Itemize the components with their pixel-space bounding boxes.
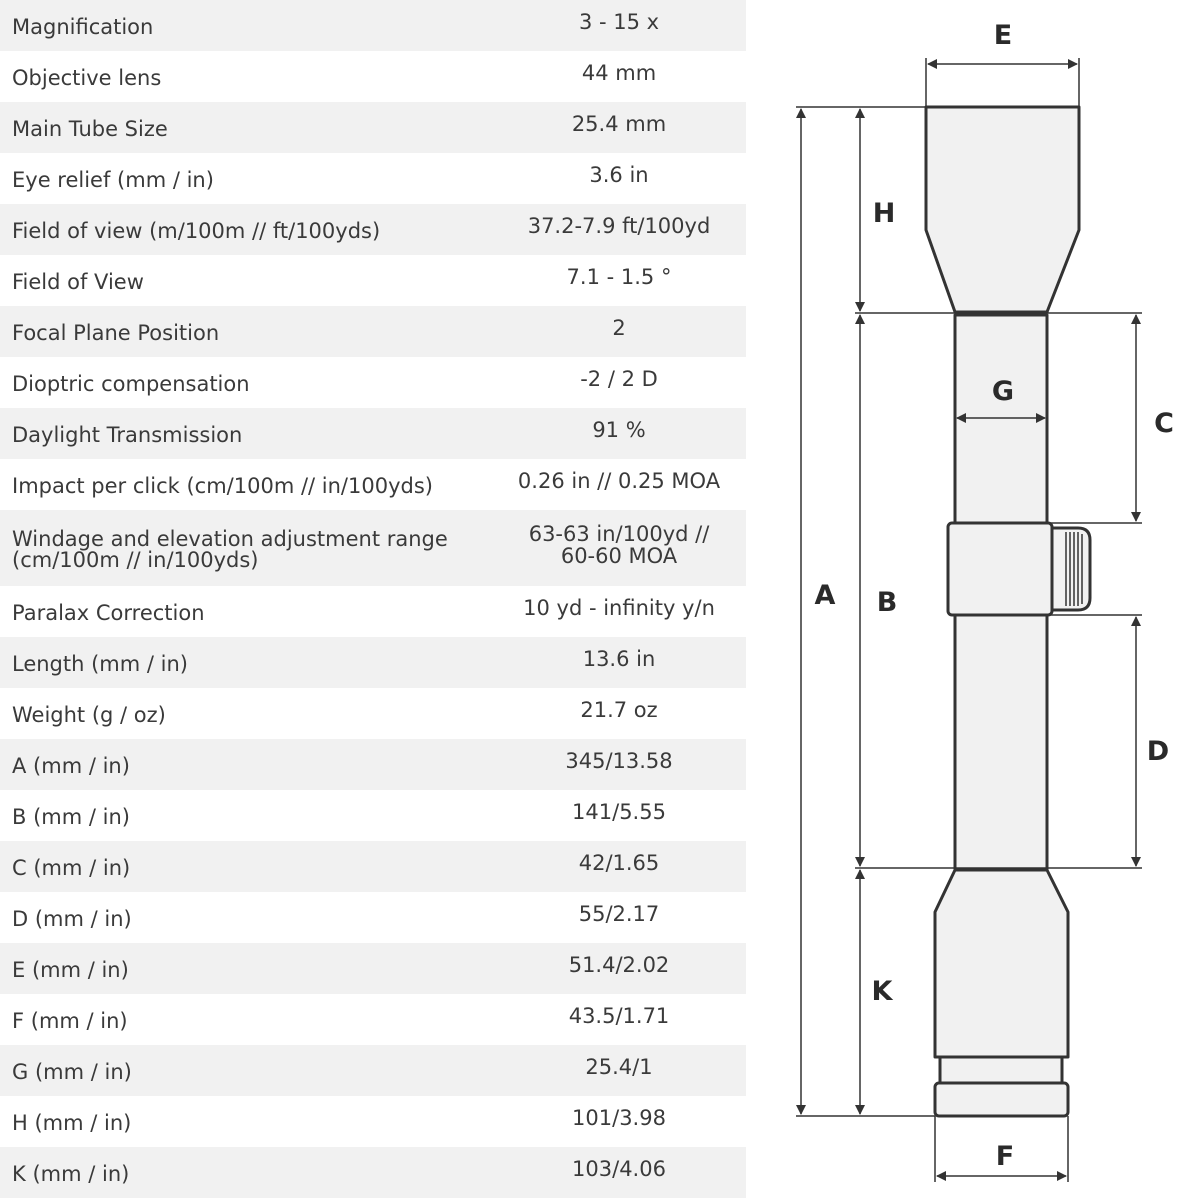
spec-label: G (mm / in) [12,1059,132,1084]
spec-value: 7.1 - 1.5 ° [566,264,672,289]
spec-label: Daylight Transmission [12,422,243,447]
ocular-end-shape [935,1083,1068,1116]
spec-label: B (mm / in) [12,804,130,829]
spec-label: Focal Plane Position [12,320,220,345]
spec-row-dimension-h [0,1096,746,1147]
dimension-label-c: C [1154,408,1174,439]
spec-label: Windage and elevation adjustment range (cm/100m // in/100yds) [12,526,448,572]
spec-label: C (mm / in) [12,855,131,880]
spec-label: Paralax Correction [12,600,205,625]
spec-row-length [0,637,746,688]
spec-row-dimension-a [0,739,746,790]
spec-label: K (mm / in) [12,1161,130,1186]
spec-row-impact-per-click [0,459,746,510]
spec-label: Field of View [12,269,144,294]
spec-label: Impact per click (cm/100m // in/100yds) [12,473,433,498]
dimension-label-f: F [995,1141,1015,1172]
spec-value: 13.6 in [582,646,656,671]
spec-value: 43.5/1.71 [568,1003,670,1028]
spec-value: 91 % [592,417,646,442]
spec-value: 42/1.65 [578,850,660,875]
eyepiece-ring-shape [940,1057,1062,1083]
spec-label: H (mm / in) [12,1110,132,1135]
spec-label: Magnification [12,14,154,39]
scope-dimension-diagram [760,0,1200,1200]
spec-row-focal-plane-position [0,306,746,357]
spec-row-adjustment-range [0,510,746,586]
dimension-label-e: E [993,20,1013,51]
spec-value: 2 [612,315,626,340]
spec-value: 101/3.98 [572,1105,666,1130]
spec-value: 10 yd - infinity y/n [523,595,715,620]
spec-row-eye-relief [0,153,746,204]
spec-row-parallax-correction [0,586,746,637]
spec-row-dimension-k [0,1147,746,1198]
spec-value: -2 / 2 D [580,366,658,391]
spec-row-dimension-e [0,943,746,994]
spec-value: 25.4/1 [585,1054,653,1079]
spec-label: Dioptric compensation [12,371,250,396]
spec-row-field-of-view-angular [0,255,746,306]
spec-label: A (mm / in) [12,753,130,778]
dimension-label-d: D [1146,736,1170,767]
spec-value: 37.2-7.9 ft/100yd [527,213,711,238]
spec-row-dimension-f [0,994,746,1045]
front-tube-shape [955,315,1047,523]
spec-row-objective-lens [0,51,746,102]
spec-label: E (mm / in) [12,957,129,982]
turret-housing-shape [948,523,1052,615]
spec-value: 0.26 in // 0.25 MOA [517,468,721,493]
dimension-label-k: K [871,976,893,1007]
spec-row-weight [0,688,746,739]
spec-row-magnification [0,0,746,51]
riflescope-outline [926,107,1090,1116]
spec-value: 55/2.17 [578,901,660,926]
spec-row-dimension-g [0,1045,746,1096]
spec-label: Eye relief (mm / in) [12,167,214,192]
spec-row-main-tube-size [0,102,746,153]
spec-row-dimension-b [0,790,746,841]
spec-label: D (mm / in) [12,906,132,931]
spec-value: 44 mm [581,60,657,85]
spec-label: Objective lens [12,65,162,90]
spec-label: Field of view (m/100m // ft/100yds) [12,218,381,243]
spec-label: Length (mm / in) [12,651,188,676]
spec-value: 345/13.58 [565,748,673,773]
rear-tube-shape [955,615,1047,870]
dimension-label-a: A [814,580,836,611]
dimension-label-h: H [872,198,896,229]
dimension-label-g: G [991,376,1015,407]
spec-row-dimension-d [0,892,746,943]
spec-value: 3 - 15 x [578,9,660,34]
spec-label: Weight (g / oz) [12,702,166,727]
spec-value: 141/5.55 [572,799,666,824]
spec-value: 51.4/2.02 [568,952,670,977]
spec-value: 63-63 in/100yd // 60-60 MOA [528,522,710,568]
spec-value: 25.4 mm [571,111,667,136]
spec-value: 103/4.06 [572,1156,666,1181]
spec-label: F (mm / in) [12,1008,128,1033]
spec-row-field-of-view-linear [0,204,746,255]
spec-row-daylight-transmission [0,408,746,459]
dimension-label-b: B [876,587,898,618]
spec-row-dimension-c [0,841,746,892]
eyepiece-shape [935,870,1068,1057]
spec-label: Main Tube Size [12,116,168,141]
spec-value: 3.6 in [589,162,649,187]
spec-value: 21.7 oz [580,697,658,722]
objective-bell-shape [926,107,1079,312]
spec-row-dioptric-compensation [0,357,746,408]
